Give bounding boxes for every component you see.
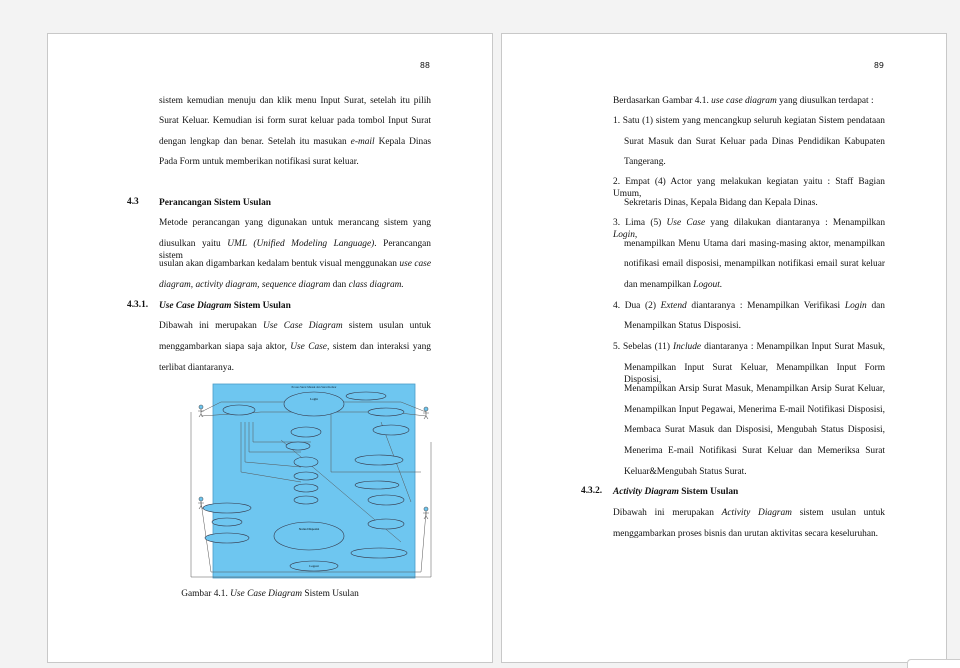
text-segment: Use Case Diagram xyxy=(230,589,303,599)
text-line xyxy=(624,156,885,168)
text-line xyxy=(159,320,431,332)
text-segment: , xyxy=(634,230,638,240)
text-line xyxy=(613,507,885,519)
text-segment: usulan akan digambarkan kedalam bentuk visual menggunakan xyxy=(159,259,400,269)
text-line xyxy=(159,197,431,209)
text-segment: dan xyxy=(866,301,885,311)
actor-staff-bagian-umum-icon xyxy=(198,405,204,417)
text-line xyxy=(159,156,431,168)
text-segment: Login xyxy=(613,230,635,240)
text-segment: Menampilkan Input Surat Keluar, Menampilkan Input Form Disposisi, xyxy=(624,363,885,385)
text-line xyxy=(613,300,885,312)
text-segment: Include xyxy=(672,342,702,352)
text-line xyxy=(624,362,885,385)
actor-kepala-bidang-icon xyxy=(423,407,429,419)
text-segment: 4. Dua (2) xyxy=(613,301,661,311)
text-segment: 3. Lima (5) xyxy=(613,218,667,228)
text-segment: Use Case Diagram xyxy=(263,321,343,331)
text-segment: Use Case xyxy=(666,218,706,228)
text-line xyxy=(624,404,885,416)
text-segment: Surat Masuk dan Surat Keluar pada Dinas Pendidikan Kabupaten xyxy=(624,137,885,147)
text-segment: Menampilkan Status Disposisi. xyxy=(624,321,741,331)
section-number: 4.3 xyxy=(127,197,139,207)
text-segment: diantaranya : Menampilkan Input Surat Masuk, xyxy=(701,342,885,352)
text-segment: Menerima E-mail Notifikasi Surat Keluar dan Memeriksa Surat xyxy=(624,446,885,456)
text-segment: Sekretaris Dinas, Kepala Bidang dan Kepala Dinas. xyxy=(624,198,818,208)
text-segment: dengan lengkap dan benar. Setelah itu masukan xyxy=(159,137,351,147)
text-segment: yang diusulkan terdapat : xyxy=(776,96,874,106)
text-line xyxy=(613,176,885,199)
page-89 xyxy=(501,33,947,663)
text-line xyxy=(159,341,431,353)
text-segment: Perancangan Sistem Usulan xyxy=(159,198,271,208)
text-segment: yang dilakukan diantaranya : Menampilkan xyxy=(705,218,886,228)
text-segment: class diagram. xyxy=(348,280,404,290)
text-line xyxy=(159,300,431,312)
text-segment: Dibawah ini merupakan xyxy=(613,508,722,518)
text-segment: Tangerang. xyxy=(624,157,666,167)
text-segment: , sistem dan interaksi yang xyxy=(326,342,431,352)
text-line xyxy=(613,115,885,127)
text-line xyxy=(613,95,885,107)
text-segment: Sistem Usulan xyxy=(231,301,291,311)
text-segment: Logout. xyxy=(693,280,723,290)
text-segment: Membaca Surat Masuk dan Disposisi, Mengubah Status Disposisi, xyxy=(624,425,885,435)
text-segment: Use Case Diagram xyxy=(159,301,232,311)
text-segment: Keluar&Mengubah Status Surat. xyxy=(624,467,747,477)
text-segment: Activity Diagram xyxy=(613,487,679,497)
text-segment: terlibat diantaranya. xyxy=(159,363,234,373)
text-line xyxy=(624,383,885,395)
text-segment: 2. Empat (4) Actor yang melakukan kegiatan yaitu : Staff Bagian Umum, xyxy=(613,177,885,199)
text-segment: diagram, activity diagram, sequence diagram xyxy=(159,280,331,290)
svg-text:Logout: Logout xyxy=(309,564,319,568)
svg-text:Status Disposisi: Status Disposisi xyxy=(298,527,320,531)
page-88 xyxy=(47,33,493,663)
actor-kepala-dinas-icon xyxy=(423,507,429,519)
text-line xyxy=(613,486,885,498)
text-segment: Login xyxy=(844,301,867,311)
text-line xyxy=(159,279,431,291)
text-segment: UML (Unified Modeling Language) xyxy=(227,239,375,249)
page-number: 89 xyxy=(873,61,884,70)
text-segment: sistem kemudian menuju dan klik menu Input Surat, setelah itu pilih xyxy=(159,96,431,106)
text-segment: diusulkan yaitu xyxy=(159,239,228,249)
text-segment: diantaranya : Menampilkan Verifikasi xyxy=(686,301,845,311)
text-segment: Metode perancangan yang digunakan untuk merancang sistem yang xyxy=(159,218,431,228)
text-segment: Dibawah ini merupakan xyxy=(159,321,263,331)
text-segment: menggambarkan proses bisnis dan urutan aktivitas secara keseluruhan. xyxy=(613,529,879,539)
text-segment: Menampilkan Input Pegawai, Menerima E-mail Notifikasi Disposisi, xyxy=(624,405,885,415)
text-line xyxy=(159,217,431,229)
text-line xyxy=(613,528,885,540)
text-segment: Menampilkan Arsip Surat Masuk, Menampilkan Arsip Surat Keluar, xyxy=(624,384,885,394)
text-line xyxy=(159,136,431,148)
text-line xyxy=(624,136,885,148)
text-segment: menggambarkan siapa saja aktor, xyxy=(159,342,291,352)
text-line xyxy=(159,95,431,107)
text-segment: . Perancangan sistem xyxy=(159,239,431,261)
text-line xyxy=(624,258,885,270)
use-case-login xyxy=(284,392,344,416)
section-number: 4.3.2. xyxy=(581,486,603,496)
text-segment: use case diagram xyxy=(711,96,777,106)
text-segment: Surat Keluar. Kemudian isi form surat keluar pada tombol Input Surat xyxy=(159,116,431,126)
text-line xyxy=(624,238,885,250)
text-segment: Gambar 4.1. xyxy=(181,589,231,599)
text-segment: 1. Satu (1) sistem yang mencangkup seluruh kegiatan Sistem pendataan xyxy=(613,116,885,126)
text-line xyxy=(159,238,431,261)
text-line xyxy=(624,445,885,457)
corner-widget xyxy=(907,659,960,668)
text-segment: Berdasarkan Gambar 4.1. xyxy=(613,96,712,106)
text-line xyxy=(624,279,885,291)
text-line xyxy=(624,466,885,478)
text-segment: dan menampilkan xyxy=(624,280,694,290)
text-segment: e-mail xyxy=(350,137,375,147)
text-line xyxy=(159,258,431,270)
svg-text:Login: Login xyxy=(310,397,318,401)
text-segment: Use Case xyxy=(290,342,327,352)
use-case-diagram xyxy=(181,382,443,582)
text-segment: sistem usulan untuk xyxy=(342,321,431,331)
text-line xyxy=(624,424,885,436)
text-segment: notifikasi email disposisi, menampilkan notifikasi email surat keluar xyxy=(624,259,885,269)
text-line xyxy=(159,362,431,374)
text-line xyxy=(613,217,886,240)
text-line xyxy=(624,320,885,332)
text-segment: use case xyxy=(399,259,431,269)
text-segment: sistem usulan untuk xyxy=(791,508,885,518)
text-line xyxy=(624,197,885,209)
text-segment: Activity Diagram xyxy=(721,508,792,518)
page-number: 88 xyxy=(419,61,430,70)
text-segment: dan xyxy=(330,280,349,290)
text-segment: menampilkan Menu Utama dari masing-masing aktor, menampilkan xyxy=(624,239,885,249)
text-segment: Sistem Usulan xyxy=(302,589,359,599)
text-segment: Kepala Dinas xyxy=(374,137,431,147)
text-line xyxy=(159,115,431,127)
text-segment: 5. Sebelas (11) xyxy=(613,342,673,352)
text-segment: Sistem Usulan xyxy=(678,487,739,497)
text-segment: Pada Form untuk memberikan notifikasi surat keluar. xyxy=(159,157,359,167)
text-segment: Extend xyxy=(660,301,687,311)
text-line xyxy=(613,341,885,353)
diagram-title: Proses Surat Masuk dan Surat Keluar xyxy=(291,385,337,389)
figure-caption xyxy=(48,589,492,599)
section-number: 4.3.1. xyxy=(127,300,149,310)
